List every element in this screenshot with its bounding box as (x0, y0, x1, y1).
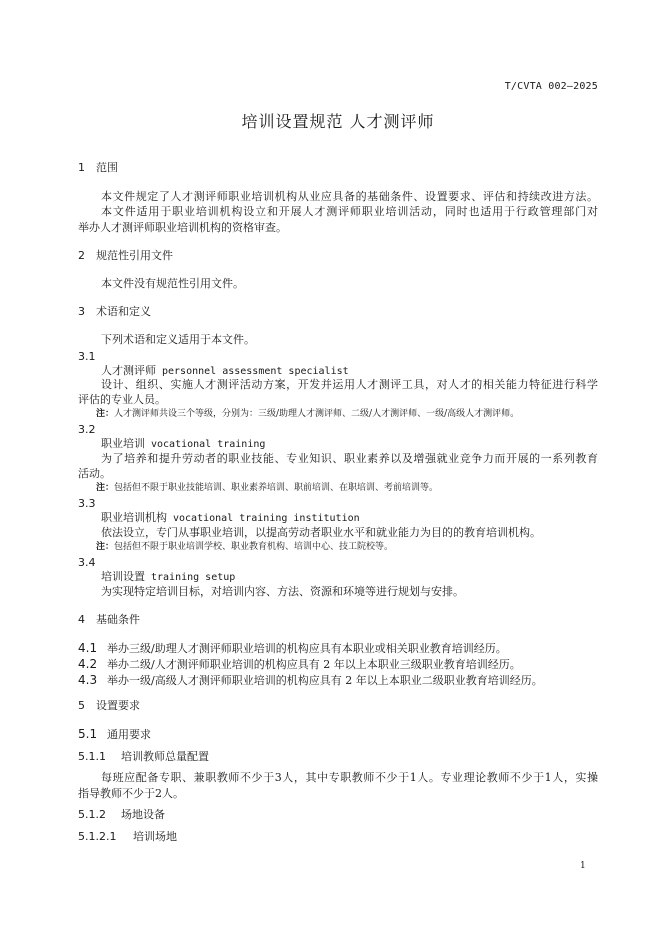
term-note (96, 480, 438, 496)
paragraph-line: 本文件适用于职业培训机构设立和开展人才测评师职业培训活动，同时也适用于行政管理部门对 (101, 205, 598, 218)
definition-line: 为了培养和提升劳动者的职业技能、专业知识、职业素养以及增强就业竞争力而开展的一系列教育 (101, 452, 598, 465)
note-label: 注： (96, 409, 115, 419)
term-number: 3.3 (78, 497, 96, 510)
clause-number: 4.1 (78, 641, 98, 655)
term-note (96, 406, 519, 422)
clause-item (78, 656, 521, 673)
definition-line: 依法设立，专门从事职业培训，以提高劳动者职业水平和就业能力为目的的教育培训机构。 (101, 526, 541, 539)
term-english: training setup (151, 572, 236, 583)
note-label: 注： (96, 483, 115, 493)
paragraph-line: 举办人才测评师职业培训机构的资格审查。 (78, 221, 287, 234)
definition-line: 活动。 (78, 467, 111, 480)
subsection-heading-venue-equipment (78, 807, 165, 823)
section-title: 术语和定义 (96, 305, 151, 318)
page-number: 1 (580, 861, 586, 871)
subsection-heading-general (78, 726, 151, 743)
definition-line: 设计、组织、实施人才测评活动方案，开发并运用人才测评工具，对人才的相关能力特征进行科学 (101, 378, 598, 391)
section-heading-basic-conditions (78, 612, 140, 628)
term-number: 3.4 (78, 556, 96, 569)
section-number: 2 (78, 249, 85, 262)
subsection-heading-teachers (78, 749, 209, 765)
section-heading-normative-refs (78, 248, 173, 264)
clause-item (78, 640, 507, 657)
term-number: 3.1 (78, 350, 96, 363)
definition-line: 评估的专业人员。 (78, 393, 166, 406)
subsection-number: 5.1.2.1 (78, 830, 117, 843)
definition-line: 为实现特定培训目标，对培训内容、方法、资源和环境等进行规划与安排。 (101, 585, 464, 598)
section-number: 1 (78, 161, 85, 174)
section-number: 4 (78, 613, 85, 626)
section-title: 规范性引用文件 (96, 249, 173, 262)
section-heading-scope (78, 160, 118, 176)
subsection-title: 培训教师总量配置 (121, 750, 209, 763)
subsection-number: 5.1.1 (78, 750, 106, 763)
term-chinese: 人才测评师 (101, 364, 156, 377)
term-chinese: 职业培训 (101, 437, 145, 450)
note-text: 人才测评师共设三个等级，分别为：三级/助理人才测评师、二级/人才测评师、一级/高级人才测评师。 (114, 409, 520, 419)
document-number: T/CVTA 002—2025 (504, 81, 598, 92)
note-label: 注： (96, 542, 115, 552)
paragraph-line: 每班应配备专职、兼职教师不少于3人，其中专职教师不少于1人。专业理论教师不少于1人，实操 (101, 771, 598, 784)
clause-number: 4.2 (78, 657, 98, 671)
clause-text: 举办三级/助理人才测评师职业培训的机构应具有本职业或相关职业教育培训经历。 (107, 642, 507, 655)
note-text: 包括但不限于职业培训学校、职业教育机构、培训中心、技工院校等。 (114, 542, 394, 552)
clause-text: 举办一级/高级人才测评师职业培训的机构应具有 2 年以上本职业二级职业教育培训经历。 (107, 674, 543, 687)
subsection-title: 通用要求 (107, 728, 151, 741)
subsection-number: 5.1 (78, 727, 98, 741)
paragraph-line: 指导教师不少于2人。 (78, 787, 184, 800)
note-text: 包括但不限于职业技能培训、职业素养培训、职前培训、在职培训、考前培训等。 (114, 483, 439, 493)
section-number: 5 (78, 699, 85, 712)
term-english: vocational training (151, 439, 266, 450)
term-chinese: 培训设置 (101, 570, 145, 583)
term-english: vocational training institution (173, 513, 360, 524)
clause-item (78, 672, 543, 689)
clause-text: 举办二级/人才测评师职业培训的机构应具有 2 年以上本职业三级职业教育培训经历。 (107, 658, 521, 671)
document-title: 培训设置规范 人才测评师 (241, 112, 435, 131)
subsection-title: 培训场地 (133, 830, 177, 843)
term-chinese: 职业培训机构 (101, 511, 167, 524)
term-number: 3.2 (78, 423, 96, 436)
subsection-number: 5.1.2 (78, 808, 106, 821)
subsection-heading-venue (78, 829, 177, 845)
clause-number: 4.3 (78, 673, 98, 687)
section-number: 3 (78, 305, 85, 318)
section-title: 范围 (96, 161, 118, 174)
section-heading-terms (78, 304, 151, 320)
section-heading-setup (78, 698, 140, 714)
section-title: 基础条件 (96, 613, 140, 626)
section-title: 设置要求 (96, 699, 140, 712)
paragraph-line: 本文件没有规范性引用文件。 (101, 277, 244, 290)
subsection-title: 场地设备 (121, 808, 165, 821)
paragraph-line: 下列术语和定义适用于本文件。 (101, 333, 255, 346)
paragraph-line: 本文件规定了人才测评师职业培训机构从业应具备的基础条件、设置要求、评估和持续改进方法。 (101, 190, 598, 203)
term-english: personnel assessment specialist (162, 366, 349, 377)
term-note (96, 539, 393, 555)
